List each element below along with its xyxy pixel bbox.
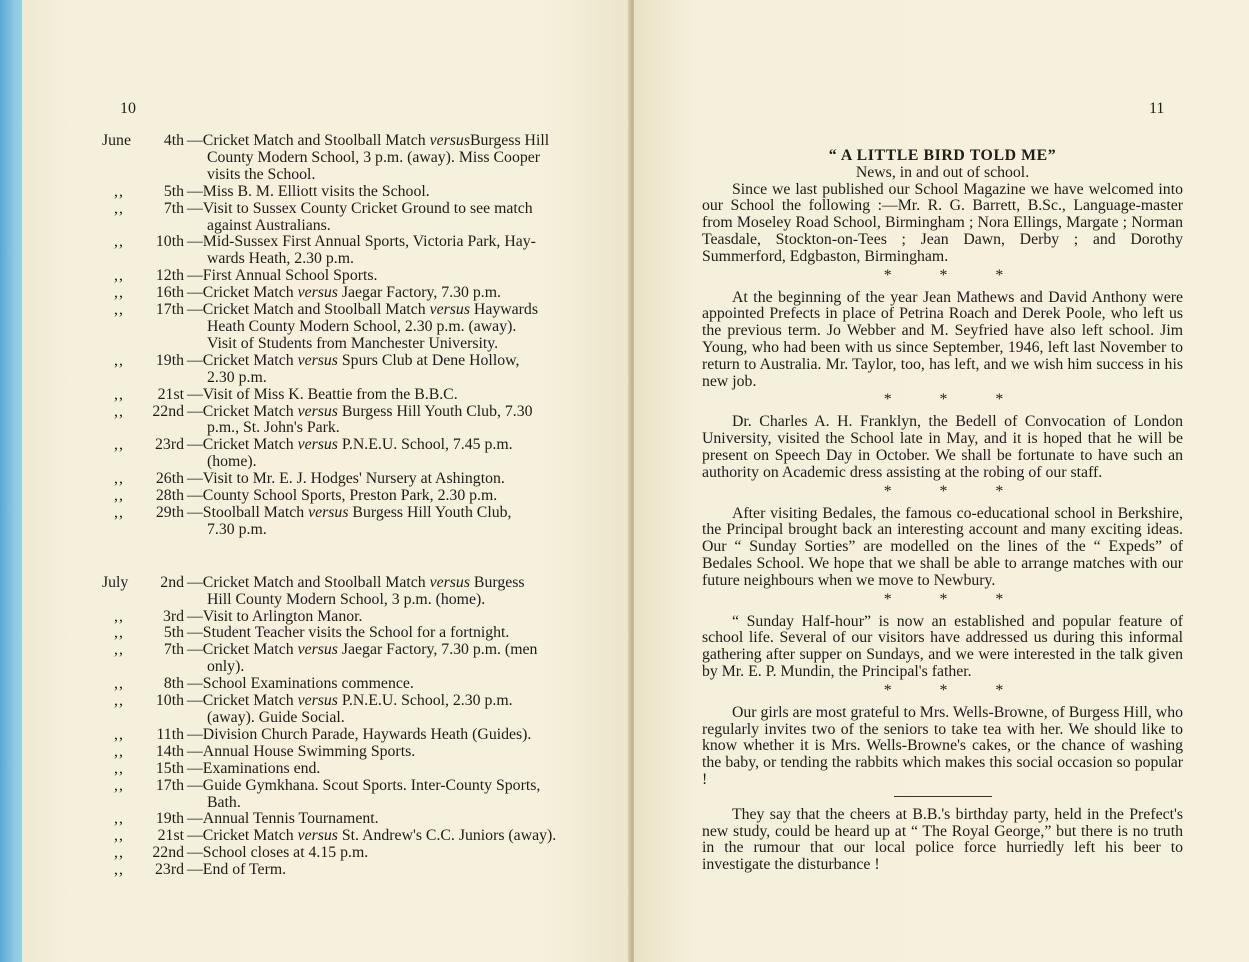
event-text: —Cricket Match versus Jaegar Factory, 7.30 p.m. (men bbox=[187, 641, 538, 659]
event-text: —Mid-Sussex First Annual Sports, Victoria Park, Hay- bbox=[187, 233, 536, 251]
section-separator: * * * bbox=[883, 590, 1026, 608]
event-entry bbox=[102, 778, 602, 812]
event-entry bbox=[102, 862, 602, 879]
ditto-mark: ,, bbox=[114, 503, 124, 521]
event-text: —Cricket Match and Stoolball Match versusBurgess Hill bbox=[187, 132, 550, 149]
ditto-mark: ,, bbox=[114, 436, 124, 454]
event-continuation: 2.30 p.m. bbox=[207, 368, 267, 386]
versus-word: versus bbox=[297, 827, 338, 845]
event-day: 23rd bbox=[155, 861, 184, 879]
paragraph: “ Sunday Half-hour” is now an established and popular feature of school life. Several of our visitors have addressed us during this informal gathering after supper on Sundays, and we were interested in the talk given by Mr. E. P. Mundin, the Principal's father. bbox=[702, 612, 1183, 680]
event-text: —Division Church Parade, Haywards Heath (Guides). bbox=[187, 725, 532, 743]
event-entry bbox=[102, 625, 602, 642]
event-text: —School closes at 4.15 p.m. bbox=[187, 844, 369, 862]
event-day: 19th bbox=[155, 810, 184, 828]
event-continuation: Bath. bbox=[207, 793, 241, 811]
event-entry bbox=[102, 404, 602, 438]
event-day: 28th bbox=[155, 487, 184, 505]
event-text: —School Examinations commence. bbox=[187, 675, 414, 693]
event-continuation: (away). Guide Social. bbox=[207, 709, 345, 726]
event-entry bbox=[102, 285, 602, 302]
event-day: 19th bbox=[155, 351, 184, 369]
event-day: 26th bbox=[155, 470, 184, 488]
ditto-mark: ,, bbox=[114, 624, 124, 642]
ditto-mark: ,, bbox=[114, 233, 124, 251]
event-continuation: only). bbox=[207, 658, 245, 676]
paragraph: Since we last published our School Magazine we have welcomed into our School the following :—Mr. R. G. Barrett, B.Sc., Language-master from Moseley Road School, Birmingham ; Nora Ellings, Margate ; Norman Teasdale, Stockton-on-Tees ; Jean Dawn, Derby ; and Dorothy Summerford, Edgbaston, Birmingham. bbox=[702, 180, 1183, 265]
section-separator: * * * bbox=[883, 482, 1026, 500]
versus-word: versus bbox=[429, 301, 470, 319]
ditto-mark: ,, bbox=[114, 861, 124, 879]
ditto-mark: ,, bbox=[114, 182, 124, 200]
event-day: 15th bbox=[155, 759, 184, 777]
event-entry bbox=[102, 268, 602, 285]
event-entry bbox=[102, 471, 602, 488]
event-continuation: Visit of Students from Manchester University. bbox=[207, 334, 499, 352]
event-text: —Examinations end. bbox=[187, 759, 321, 777]
versus-word: versus bbox=[297, 351, 338, 369]
event-day: 10th bbox=[155, 233, 184, 251]
event-entry bbox=[102, 575, 602, 609]
ditto-mark: ,, bbox=[114, 810, 124, 828]
event-day: 21st bbox=[157, 385, 184, 403]
versus-word: versus bbox=[308, 503, 349, 521]
event-text: —End of Term. bbox=[187, 861, 287, 879]
right-page bbox=[634, 0, 1249, 962]
ditto-mark: ,, bbox=[114, 641, 124, 659]
event-entry bbox=[102, 727, 602, 744]
page-number: 10 bbox=[120, 100, 136, 117]
versus-word: versus bbox=[297, 436, 338, 454]
paragraph: Our girls are most grateful to Mrs. Wells-Browne, of Burgess Hill, who regularly invites two of the seniors to take tea with her. We should like to know whether it is Mrs. Wells-Browne's cakes, or the chance of washing the baby, or tending the rabbits which makes this social occasion so popular ! bbox=[702, 703, 1183, 788]
event-entry bbox=[102, 811, 602, 828]
ditto-mark: ,, bbox=[114, 742, 124, 760]
event-text: —Miss B. M. Elliott visits the School. bbox=[187, 182, 430, 200]
versus-word: versus bbox=[297, 284, 338, 302]
month-gap bbox=[102, 539, 602, 575]
ditto-mark: ,, bbox=[114, 351, 124, 369]
event-text: —Stoolball Match versus Burgess Hill Youth Club, bbox=[187, 503, 512, 521]
event-entry bbox=[102, 676, 602, 693]
event-entry bbox=[102, 234, 602, 268]
ditto-mark: ,, bbox=[114, 827, 124, 845]
event-day: 17th bbox=[155, 301, 184, 319]
ditto-mark: ,, bbox=[114, 284, 124, 302]
event-text: —Annual Tennis Tournament. bbox=[187, 810, 379, 828]
ditto-mark: ,, bbox=[114, 267, 124, 285]
event-text: —Cricket Match versus St. Andrew's C.C. Juniors (away). bbox=[187, 827, 557, 845]
ditto-mark: ,, bbox=[114, 470, 124, 488]
event-text: —Visit of Miss K. Beattie from the B.B.C. bbox=[187, 385, 458, 403]
event-entry bbox=[102, 845, 602, 862]
event-entry bbox=[102, 184, 602, 201]
event-entry bbox=[102, 505, 602, 539]
event-text: —County School Sports, Preston Park, 2.30 p.m. bbox=[187, 487, 498, 505]
event-day: 7th bbox=[163, 641, 184, 659]
paragraph: At the beginning of the year Jean Mathews and David Anthony were appointed Prefects in place of Petrina Roach and Derek Poole, who left us the previous term. Jo Webber and M. Seyfried have also left school. Jim Young, who had been with us since September, 1946, left last November to return to Australia. Mr. Taylor, too, has left, and we wish him success in his new job. bbox=[702, 288, 1183, 390]
event-text: —Visit to Sussex County Cricket Ground to see match bbox=[187, 199, 533, 217]
versus-word: versus bbox=[297, 641, 338, 659]
versus-word: versus bbox=[429, 132, 470, 149]
event-entry bbox=[102, 488, 602, 505]
event-day: 14th bbox=[155, 742, 184, 760]
event-continuation: wards Heath, 2.30 p.m. bbox=[207, 250, 354, 268]
event-text: —First Annual School Sports. bbox=[187, 267, 378, 285]
event-continuation: (home). bbox=[207, 453, 257, 471]
event-continuation: against Australians. bbox=[207, 216, 331, 234]
news-article bbox=[702, 148, 1183, 874]
event-day: 3rd bbox=[162, 607, 184, 625]
event-day: 22nd bbox=[152, 402, 184, 420]
event-day: 5th bbox=[163, 182, 184, 200]
event-continuation: Heath County Modern School, 2.30 p.m. (away). bbox=[207, 317, 517, 335]
ditto-mark: ,, bbox=[114, 844, 124, 862]
event-text: —Cricket Match versus Burgess Hill Youth Club, 7.30 bbox=[187, 402, 533, 420]
section-separator: * * * bbox=[883, 681, 1026, 699]
event-text: —Cricket Match and Stoolball Match versus Burgess bbox=[187, 573, 525, 591]
event-entry bbox=[102, 828, 602, 845]
ditto-mark: ,, bbox=[114, 199, 124, 217]
event-entry bbox=[102, 609, 602, 626]
ditto-mark: ,, bbox=[114, 675, 124, 693]
event-entry bbox=[102, 693, 602, 727]
event-day: 17th bbox=[155, 776, 184, 794]
event-entry bbox=[102, 744, 602, 761]
month-label: July bbox=[102, 573, 129, 591]
event-entry bbox=[102, 133, 602, 184]
event-text: —Visit to Arlington Manor. bbox=[187, 607, 363, 625]
event-entry bbox=[102, 302, 602, 353]
paragraph: They say that the cheers at B.B.'s birthday party, held in the Prefect's new study, could be heard up at “ The Royal George,” but there is no truth in the rumour that our local police force hurriedly left his beer to investigate the disturbance ! bbox=[702, 805, 1183, 874]
event-continuation: County Modern School, 3 p.m. (away). Miss Cooper bbox=[207, 148, 541, 166]
section-rule bbox=[894, 796, 992, 797]
event-day: 23rd bbox=[155, 436, 184, 454]
ditto-mark: ,, bbox=[114, 402, 124, 420]
ditto-mark: ,, bbox=[114, 776, 124, 794]
event-text: —Guide Gymkhana. Scout Sports. Inter-County Sports, bbox=[187, 776, 541, 794]
event-text: —Cricket Match versus P.N.E.U. School, 2.30 p.m. bbox=[187, 692, 513, 710]
month-label: June bbox=[102, 132, 131, 149]
event-text: —Cricket Match versus P.N.E.U. School, 7.45 p.m. bbox=[187, 436, 513, 454]
event-day: 21st bbox=[157, 827, 184, 845]
left-page bbox=[22, 0, 630, 962]
event-entry bbox=[102, 437, 602, 471]
page-number: 11 bbox=[1149, 100, 1165, 117]
paragraph: Dr. Charles A. H. Franklyn, the Bedell of Convocation of London University, visited the School late in May, and it is hoped that he will be present on Speech Day in October. We shall be fortunate to have such an authority on Academic dress assisting at the robing of our staff. bbox=[702, 413, 1183, 481]
event-text: —Cricket Match and Stoolball Match versus Haywards bbox=[187, 301, 538, 319]
event-continuation: 7.30 p.m. bbox=[207, 520, 267, 538]
paragraph: After visiting Bedales, the famous co-educational school in Berkshire, the Principal brought back an interesting account and many exciting ideas. Our “ Sunday Sorties” are modelled on the lines of the “ Expeds” of Bedales School. We hope that we shall be able to arrange matches with our future neighbours when we move to Newbury. bbox=[702, 504, 1183, 589]
ditto-mark: ,, bbox=[114, 692, 124, 710]
event-text: —Student Teacher visits the School for a fortnight. bbox=[187, 624, 510, 642]
event-day: 4th bbox=[163, 132, 184, 149]
event-entry bbox=[102, 201, 602, 235]
ditto-mark: ,, bbox=[114, 607, 124, 625]
versus-word: versus bbox=[429, 573, 470, 591]
event-continuation: visits the School. bbox=[207, 165, 316, 183]
ditto-mark: ,, bbox=[114, 385, 124, 403]
event-entry bbox=[102, 761, 602, 778]
event-day: 12th bbox=[155, 267, 184, 285]
event-day: 2nd bbox=[160, 573, 184, 591]
event-day: 7th bbox=[163, 199, 184, 217]
event-continuation: p.m., St. John's Park. bbox=[207, 419, 340, 437]
event-day: 22nd bbox=[152, 844, 184, 862]
ditto-mark: ,, bbox=[114, 725, 124, 743]
event-text: —Cricket Match versus Jaegar Factory, 7.30 p.m. bbox=[187, 284, 501, 302]
versus-word: versus bbox=[297, 692, 338, 710]
event-day: 5th bbox=[163, 624, 184, 642]
section-separator: * * * bbox=[883, 266, 1026, 284]
ditto-mark: ,, bbox=[114, 301, 124, 319]
ditto-mark: ,, bbox=[114, 759, 124, 777]
event-continuation: Hill County Modern School, 3 p.m. (home). bbox=[207, 590, 486, 608]
event-day: 10th bbox=[155, 692, 184, 710]
versus-word: versus bbox=[297, 402, 338, 420]
event-day: 8th bbox=[163, 675, 184, 693]
event-entry bbox=[102, 353, 602, 387]
event-entry bbox=[102, 387, 602, 404]
ditto-mark: ,, bbox=[114, 487, 124, 505]
event-text: —Visit to Mr. E. J. Hodges' Nursery at Ashington. bbox=[187, 470, 505, 488]
event-day: 11th bbox=[156, 725, 184, 743]
event-text: —Cricket Match versus Spurs Club at Dene Hollow, bbox=[187, 351, 520, 369]
event-day: 29th bbox=[155, 503, 184, 521]
event-entry bbox=[102, 642, 602, 676]
event-text: —Annual House Swimming Sports. bbox=[187, 742, 416, 760]
article-title: “ A LITTLE BIRD TOLD ME” bbox=[828, 147, 1057, 164]
article-subtitle: News, in and out of school. bbox=[855, 163, 1030, 181]
event-day: 16th bbox=[155, 284, 184, 302]
section-separator: * * * bbox=[883, 391, 1026, 409]
events-calendar bbox=[102, 133, 602, 879]
